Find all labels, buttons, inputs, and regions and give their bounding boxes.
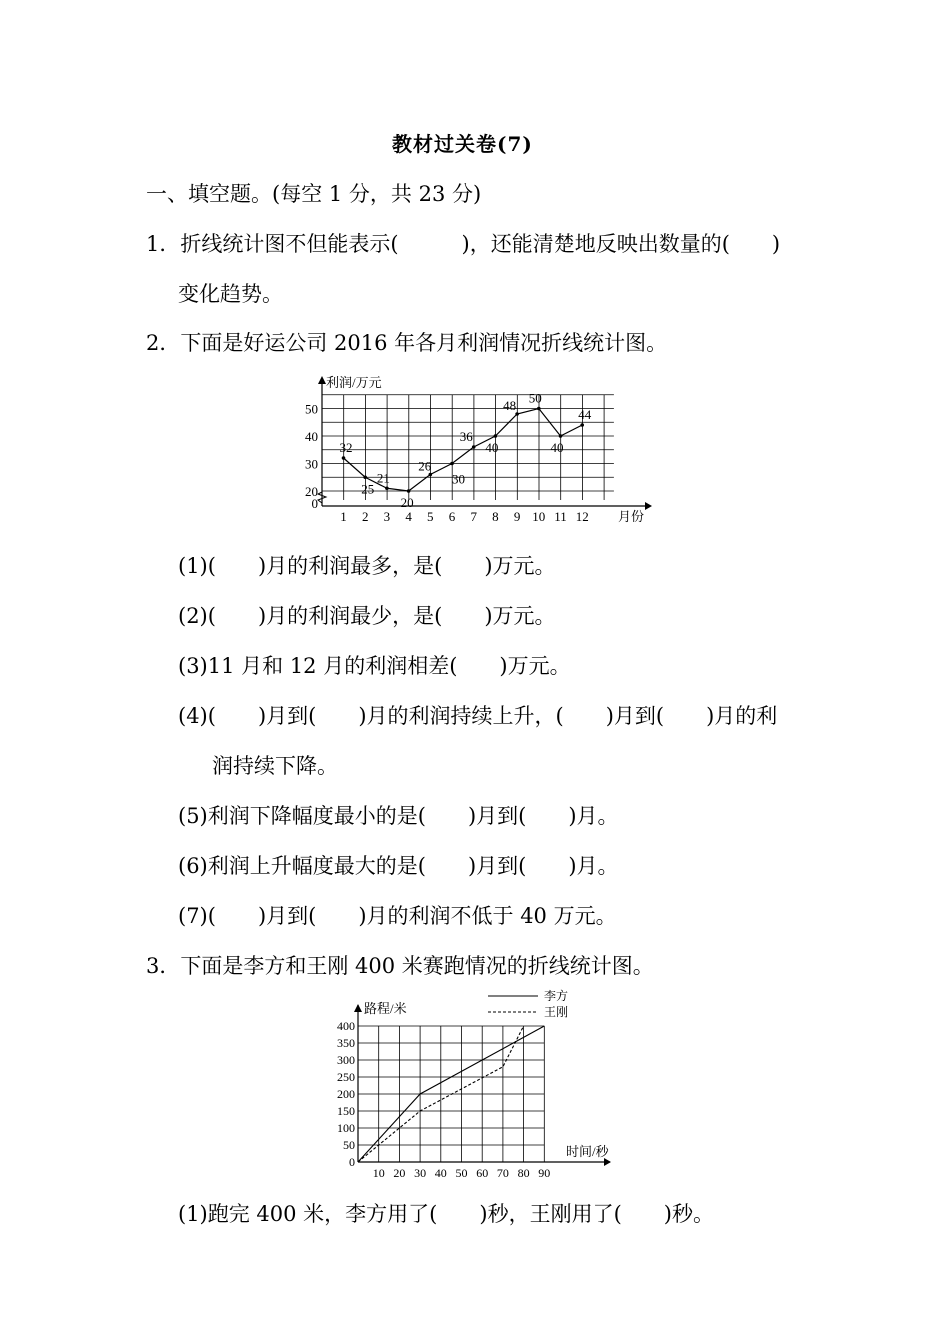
x-tick-label: 5 [427,509,434,524]
x-axis-arrow [645,502,652,510]
q3-sub-1: (1)跑完 400 米，李方用了( )秒，王刚用了( )秒。 [178,1202,714,1226]
y-tick-label: 40 [305,429,318,444]
y-tick-label: 0 [311,496,318,511]
q2-sub-5: (5)利润下降幅度最小的是( )月到( )月。 [178,804,619,828]
x-tick-label: 70 [496,1166,509,1180]
x-tick-label: 2 [361,509,369,524]
x-tick-label: 90 [538,1166,551,1180]
y-tick-label: 350 [337,1036,355,1050]
x-tick-label: 20 [393,1166,406,1180]
legend-wanggang-label: 王刚 [544,1005,569,1019]
x-tick-label: 3 [383,509,391,524]
x-tick-label: 6 [448,509,456,524]
profit-data-point [472,445,476,449]
q2-stem: 2．下面是好运公司 2016 年各月利润情况折线统计图。 [146,331,668,355]
x-tick-label: 4 [405,509,412,524]
profit-data-label: 30 [452,471,465,487]
y-tick-label: 200 [337,1087,355,1101]
x-tick-label: 60 [476,1166,489,1180]
profit-data-label: 26 [418,458,432,474]
profit-data-label: 48 [503,398,517,413]
x-tick-label: 11 [554,509,567,524]
y-tick-label: 400 [337,1019,355,1033]
x-tick-label: 30 [414,1166,427,1180]
profit-data-label: 32 [339,440,353,455]
x-tick-label: 50 [455,1166,468,1180]
y-tick-label: 20 [305,484,318,499]
profit-data-label: 25 [361,481,375,497]
y-tick-label: 0 [349,1155,355,1169]
profit-data-point [580,423,584,427]
profit-data-label: 40 [550,440,564,455]
profit-data-point [363,475,367,479]
y-tick-label: 250 [337,1070,355,1084]
q2-sub-2: (2)( )月的利润最少，是( )万元。 [178,604,556,628]
x-tick-label: 8 [492,509,499,524]
profit-data-label: 40 [485,440,499,455]
x-tick-label: 9 [513,509,521,524]
y-axis-label: 路程/米 [364,1001,407,1016]
profit-data-point [559,434,563,438]
profit-data-point [342,456,346,460]
profit-data-point [407,489,411,493]
q3-stem: 3．下面是李方和王刚 400 米赛跑情况的折线统计图。 [146,954,654,978]
x-tick-label: 1 [340,509,347,524]
page-title: 教材过关卷(7) [392,132,533,156]
y-tick-label: 50 [305,401,318,417]
x-tick-label: 10 [532,509,546,524]
x-axis-label: 月份 [618,509,645,524]
y-tick-label: 300 [337,1053,355,1067]
profit-data-point [450,462,454,466]
y-tick-label: 50 [343,1138,355,1152]
x-tick-label: 12 [575,509,589,524]
profit-data-point [537,407,541,411]
x-axis-label: 时间/秒 [566,1144,609,1159]
y-tick-label: 30 [305,456,318,472]
section-heading: 一、填空题。(每空 1 分，共 23 分) [146,182,482,206]
race-line-chart [320,985,630,1180]
y-axis-label: 利润/万元 [326,375,382,390]
profit-data-point [494,434,498,438]
q2-sub-7: (7)( )月到( )月的利润不低于 40 万元。 [178,904,617,928]
profit-data-point [385,486,389,490]
q2-sub-6: (6)利润上升幅度最大的是( )月到( )月。 [178,854,619,878]
q2-sub-4-cont: 润持续下降。 [212,754,338,778]
profit-data-label: 44 [578,407,592,422]
profit-data-label: 50 [528,390,542,406]
profit-data-label: 36 [459,429,473,444]
x-tick-label: 80 [517,1166,530,1180]
profit-data-label: 21 [376,470,390,486]
profit-data-label: 20 [400,495,414,510]
q2-sub-4: (4)( )月到( )月的利润持续上升，( )月到( )月的利 [178,704,778,728]
x-tick-label: 7 [470,509,477,524]
legend-lifang-label: 李方 [544,989,569,1003]
y-tick-label: 150 [337,1104,355,1118]
q1-line2: 变化趋势。 [178,282,283,306]
y-axis-arrow [354,1004,362,1012]
y-tick-label: 100 [337,1121,355,1135]
q1-line1: 1．折线统计图不但能表示( )，还能清楚地反映出数量的( ) [146,232,781,256]
profit-line-chart [290,368,670,528]
x-axis-arrow [604,1158,611,1166]
y-axis-arrow [318,376,326,384]
q2-sub-3: (3)11 月和 12 月的利润相差( )万元。 [178,654,571,678]
x-tick-label: 10 [372,1166,385,1180]
q2-sub-1: (1)( )月的利润最多，是( )万元。 [178,554,556,578]
x-tick-label: 40 [434,1166,447,1180]
